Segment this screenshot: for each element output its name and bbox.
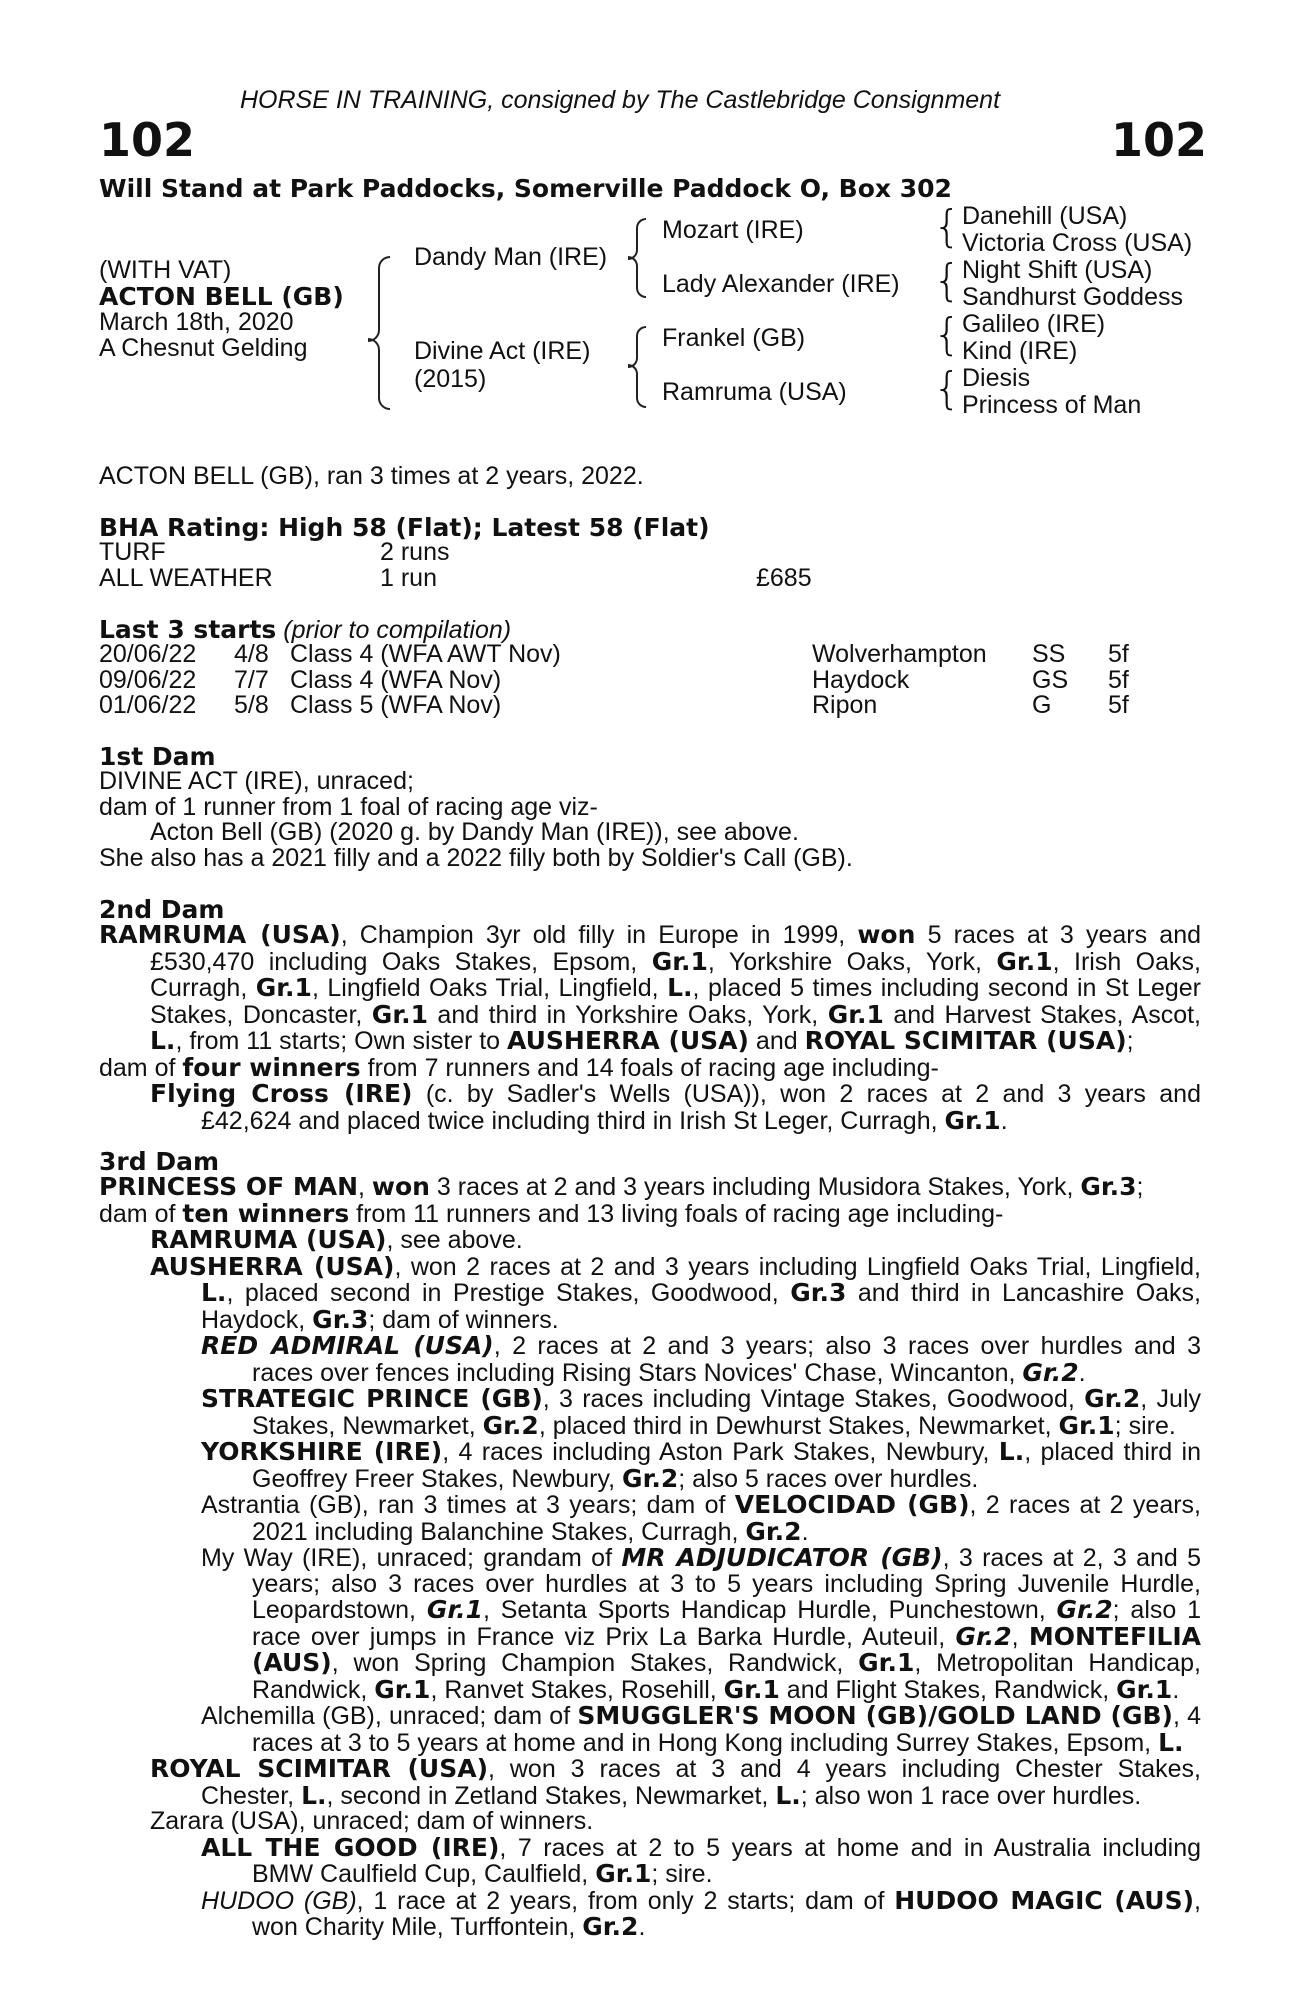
horse-description: A Chesnut Gelding	[99, 334, 308, 362]
start-distance: 5f	[1108, 666, 1129, 694]
first-dam-heading: 1st Dam	[99, 742, 216, 771]
bha-rating: BHA Rating: High 58 (Flat); Latest 58 (Flat)	[99, 513, 710, 542]
start-position: 5/8	[234, 691, 269, 719]
start-going: SS	[1032, 640, 1066, 668]
third-dam-heading: 3rd Dam	[99, 1147, 219, 1176]
dam: Divine Act (IRE)	[414, 337, 591, 365]
first-dam-line: dam of 1 runner from 1 foal of racing age viz-	[99, 793, 598, 821]
start-date: 20/06/22	[99, 640, 197, 668]
first-dam-produce: Acton Bell (GB) (2020 g. by Dandy Man (IRE)), see above.	[150, 818, 799, 846]
consignment-line: HORSE IN TRAINING, consigned by The Castlebridge Consignment	[240, 86, 1001, 114]
vat-note: (WITH VAT)	[99, 256, 232, 284]
start-date: 01/06/22	[99, 691, 197, 719]
sire: Dandy Man (IRE)	[414, 243, 608, 271]
start-course: Haydock	[812, 666, 910, 694]
start-distance: 5f	[1108, 691, 1129, 719]
ancestor-4: Sandhurst Goddess	[962, 283, 1183, 311]
racing-summary: ACTON BELL (GB), ran 3 times at 2 years, 2022.	[99, 462, 644, 490]
ancestor-3: Night Shift (USA)	[962, 256, 1153, 284]
start-race: Class 4 (WFA Nov)	[290, 666, 502, 694]
start-race: Class 5 (WFA Nov)	[290, 691, 502, 719]
last-starts-note: (prior to compilation)	[283, 616, 512, 644]
ancestor-5: Galileo (IRE)	[962, 310, 1106, 338]
lot-number-right: 102	[1110, 113, 1207, 167]
ancestor-1: Danehill (USA)	[962, 202, 1128, 230]
ancestor-8: Princess of Man	[962, 391, 1142, 419]
runs-count: 1 run	[380, 564, 437, 592]
start-course: Wolverhampton	[812, 640, 987, 668]
prize-money: £685	[756, 564, 812, 592]
stand-location: Will Stand at Park Paddocks, Somerville Paddock O, Box 302	[99, 174, 952, 203]
start-position: 7/7	[234, 666, 269, 694]
start-race: Class 4 (WFA AWT Nov)	[290, 640, 561, 668]
lot-number-left: 102	[99, 113, 196, 167]
foaling-date: March 18th, 2020	[99, 308, 294, 336]
ancestor-7: Diesis	[962, 364, 1031, 392]
third-dam-text: PRINCESS OF MAN, won 3 races at 2 and 3 years including Musidora Stakes, York, Gr.3; dam of ten winners from 11 runners and 13 living foals of racing age including- RAMRUMA (USA), see above. AUSHERRA (USA), won 2 races at 2 and 3 years including Lingfield Oaks Trial, Lingfield, L., placed second in Prestige Stakes, Goodwood, Gr.3 and third in Lancashire Oaks, Haydock, Gr.3; dam of winners. RED ADMIRAL (USA), 2 races at 2 and 3 years; also 3 races over hurdles and 3 races over fences including Rising Stars Novices' Chase, Wincanton, Gr.2. STRATEGIC PRINCE (GB), 3 races including Vintage Stakes, Goodwood, Gr.2, July Stakes, Newmarket, Gr.2, placed third in Dewhurst Stakes, Newmarket, Gr.1; sire. YORKSHIRE (IRE), 4 races including Aston Park Stakes, Newbury, L., placed third in Geoffrey Freer Stakes, Newbury, Gr.2; also 5 races over hurdles. Astrantia (GB), ran 3 times at 3 years; dam of VELOCIDAD (GB), 2 races at 2 years, 2021 including Balanchine Stakes, Curragh, Gr.2. My Way (IRE), unraced; grandam of MR ADJUDICATOR (GB), 3 races at 2, 3 and 5 years; also 3 races over hurdles at 3 to 5 years including Spring Juvenile Hurdle, Leopardstown, Gr.1, Setanta Sports Handicap Hurdle, Punchestown, Gr.2; also 1 race over jumps in France viz Prix La Barka Hurdle, Auteuil, Gr.2, MONTEFILIA (AUS), won Spring Champion Stakes, Randwick, Gr.1, Metropolitan Handicap, Randwick, Gr.1, Ranvet Stakes, Rosehill, Gr.1 and Flight Stakes, Randwick, Gr.1. Alchemilla (GB), unraced; dam of SMUGGLER'S MOON (GB)/GOLD LAND (GB), 4 races at 3 to 5 years at home and in Hong Kong including Surrey Stakes, Epsom, L. ROYAL SCIMITAR (USA), won 3 races at 3 and 4 years including Chester Stakes, Chester, L., second in Zetland Stakes, Newmarket, L.; also won 1 race over hurdles. Zarara (USA), unraced; dam of winners. ALL THE GOOD (IRE), 7 races at 2 to 5 years at home and in Australia including BMW Caulfield Cup, Caulfield, Gr.1; sire. HUDOO (GB), 1 race at 2 years, from only 2 starts; dam of HUDOO MAGIC (AUS), won Charity Mile, Turffontein, Gr.2.	[99, 1172, 1202, 1941]
start-distance: 5f	[1108, 640, 1129, 668]
surface-label: TURF	[99, 538, 166, 566]
first-dam-line: She also has a 2021 filly and a 2022 filly both by Soldier's Call (GB).	[99, 844, 853, 872]
runs-count: 2 runs	[380, 538, 450, 566]
last-starts-title: Last 3 starts	[99, 615, 277, 644]
dam-year: (2015)	[414, 365, 487, 393]
start-going: G	[1032, 691, 1052, 719]
ancestor-6: Kind (IRE)	[962, 337, 1078, 365]
horse-name: RAMRUMA (USA)	[99, 920, 341, 949]
start-course: Ripon	[812, 691, 878, 719]
start-position: 4/8	[234, 640, 269, 668]
first-dam-line: DIVINE ACT (IRE), unraced;	[99, 767, 414, 795]
second-dam-heading: 2nd Dam	[99, 895, 225, 924]
dam-dam: Ramruma (USA)	[662, 378, 847, 406]
ancestor-2: Victoria Cross (USA)	[962, 229, 1193, 257]
surface-label: ALL WEATHER	[99, 564, 273, 592]
start-date: 09/06/22	[99, 666, 197, 694]
dam-sire: Frankel (GB)	[662, 324, 806, 352]
start-going: GS	[1032, 666, 1069, 694]
sire-sire: Mozart (IRE)	[662, 216, 804, 244]
horse-name: ACTON BELL (GB)	[99, 282, 344, 311]
sire-dam: Lady Alexander (IRE)	[662, 270, 900, 298]
second-dam-text: RAMRUMA (USA), Champion 3yr old filly in Europe in 1999, won 5 races at 3 years and £530,470 including Oaks Stakes, Epsom, Gr.1, Yorkshire Oaks, York, Gr.1, Irish Oaks, Curragh, Gr.1, Lingfield Oaks Trial, Lingfield, L., placed 5 times including second in St Leger Stakes, Doncaster, Gr.1 and third in Yorkshire Oaks, York, Gr.1 and Harvest Stakes, Ascot, L., from 11 starts; Own sister to AUSHERRA (USA) and ROYAL SCIMITAR (USA); dam of four winners from 7 runners and 14 foals of racing age including- Flying Cross (IRE) (c. by Sadler's Wells (USA)), won 2 races at 2 and 3 years and £42,624 and placed twice including third in Irish St Leger, Curragh, Gr.1.	[99, 920, 1202, 1135]
